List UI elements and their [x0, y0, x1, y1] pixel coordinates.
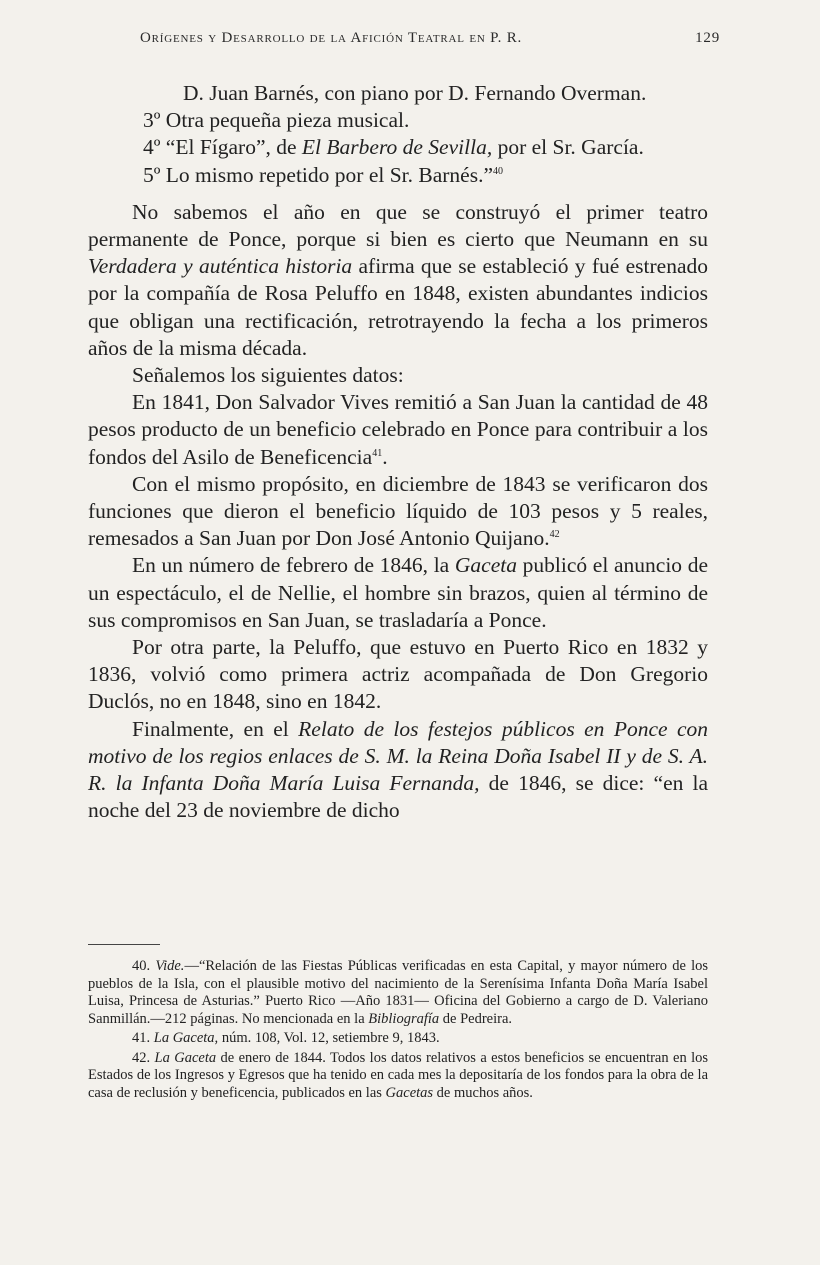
- paragraph-relato: Finalmente, en el Relato de los festejos públicos en Ponce con motivo de los regios enlaces de S. M. la Reina Doña Isabel II y de S. A. R. la Infanta Doña María Luisa Fernanda, de 1846, se dice: “en la noche del 23 de noviembre de dicho: [88, 716, 708, 823]
- footnote-ref-41: 41: [372, 447, 383, 459]
- footnote-42: 42. La Gaceta de enero de 1844. Todos los datos relativos a estos beneficios se encuentran en los Estados de los Ingresos y Egresos que ha tenido en cada mes la depositaría de los fondos para la obra de la casa de reclusión y beneficencia, publicados en las Gacetas de muchos años.: [88, 1049, 709, 1101]
- paragraph-data-intro: Señalemos los siguientes datos:: [132, 363, 404, 388]
- page-header: [140, 30, 720, 47]
- paragraph-1841: En 1841, Don Salvador Vives remitió a San Juan la cantidad de 48 pesos producto de un beneficio celebrado en Ponce para contribuir a los fondos del Asilo de Beneficencia$^{41}$.: [88, 390, 708, 469]
- page-number: 129: [695, 30, 720, 46]
- paragraph-1843: Con el mismo propósito, en diciembre de 1843 se verificaron dos funciones que dieron el beneficio líquido de 103 pesos y 5 reales, remesados a San Juan por Don José Antonio Quijano.$^{42}$: [88, 471, 708, 551]
- program-item-2-continued: D. Juan Barnés, con piano por D. Fernando Overman.: [183, 81, 647, 105]
- paragraph-peluffo: Por otra parte, la Peluffo, que estuvo en Puerto Rico en 1832 y 1836, volvió como primera actriz acompañada de Don Gregorio Duclós, no en 1848, sino en 1842.: [88, 635, 708, 714]
- program-item-5: 5º Lo mismo repetido por el Sr. Barnés.”$^{40}$: [143, 162, 504, 187]
- program-item-4: 4º “El Fígaro”, de El Barbero de Sevilla, por el Sr. García.: [143, 135, 644, 160]
- paragraph-first-theatre: No sabemos el año en que se construyó el primer teatro permanente de Ponce, porque si bien es cierto que Neumann en su Verdadera y auténtica historia afirma que se estableció y fué estrenado por la compañía de Rosa Peluffo en 1848, existen abundantes indicios que obligan una rectificación, retrotrayendo la fecha a los primeros años de la misma década.: [88, 199, 709, 360]
- running-title: Orígenes y Desarrollo de la Afición Teatral en P. R.: [140, 30, 523, 46]
- footnotes: [88, 958, 708, 1102]
- footnote-ref-40: 40: [493, 165, 504, 177]
- footnote-divider: [88, 944, 160, 945]
- program-item-3: 3º Otra pequeña pieza musical.: [143, 108, 410, 133]
- main-text: [88, 80, 708, 824]
- footnote-40: 40. Vide.—“Relación de las Fiestas Públicas verificadas en esta Capital, y mayor número de los pueblos de la Isla, con el plausible motivo del nacimiento de la Serenísima Infanta Doña María Isabel Luisa, Princesa de Asturias.” Puerto Rico —Año 1831— Oficina del Gobierno a cargo de D. Valeriano Sanmillán.—212 páginas. No mencionada en la Bibliografía de Pedreira.: [88, 958, 708, 1027]
- footnote-41: 41. La Gaceta, núm. 108, Vol. 12, setiembre 9, 1843.: [132, 1030, 440, 1046]
- paragraph-1846-gaceta: En un número de febrero de 1846, la Gaceta publicó el anuncio de un espectáculo, el de Nellie, el hombre sin brazos, quien al término de sus compromisos en San Juan, se trasladaría a Ponce.: [88, 553, 709, 632]
- footnote-ref-42: 42: [549, 529, 560, 541]
